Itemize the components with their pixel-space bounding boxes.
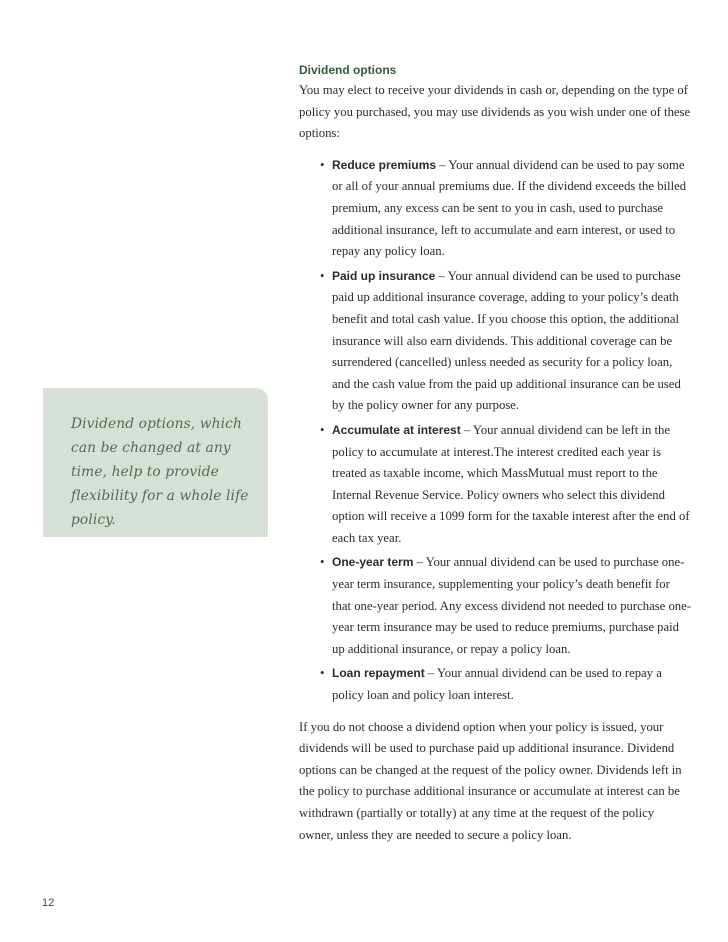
bullet-icon: • xyxy=(320,422,325,437)
option-term: Accumulate at interest xyxy=(332,422,461,437)
dividend-options-list xyxy=(299,155,691,707)
list-item xyxy=(299,420,691,550)
option-term: Reduce premiums xyxy=(332,157,437,172)
option-description: – Your annual dividend can be used to pay some or all of your annual premiums due. If the dividend exceeds the billed premium, any excess can be sent to you in cash, used to purchase additional insurance, left to accumulate and earn interest, or used to repay any policy loan. xyxy=(332,157,687,259)
main-content xyxy=(299,62,691,846)
closing-paragraph: If you do not choose a dividend option when your policy is issued, your dividends will be used to purchase paid up additional insurance. Dividend options can be changed at the request of the policy owner. Dividends left in the policy to purchase additional insurance or accumulate at interest can be withdrawn (partially or totally) at any time at the request of the policy owner, unless they are needed to secure a policy loan. xyxy=(299,719,682,842)
list-item xyxy=(299,552,691,660)
option-term: Paid up insurance xyxy=(332,268,436,283)
page-number: 12 xyxy=(42,897,55,909)
option-term: One-year term xyxy=(332,555,414,570)
option-description: – Your annual dividend can be left in the policy to accumulate at interest.The interest credited each year is treated as taxable income, which MassMutual must report to the Internal Revenue Service. Policy owners who select this dividend option will receive a 1099 form for the taxable interest after the end of each tax year. xyxy=(332,422,690,545)
section-heading: Dividend options xyxy=(299,63,397,77)
pull-quote-box xyxy=(43,388,268,537)
bullet-icon: • xyxy=(320,666,325,681)
bullet-icon: • xyxy=(320,268,325,283)
option-term: Loan repayment xyxy=(332,666,425,681)
list-item xyxy=(299,155,691,263)
bullet-icon: • xyxy=(320,157,325,172)
list-item xyxy=(299,663,691,706)
intro-paragraph: You may elect to receive your dividends in cash or, depending on the type of policy you purchased, you may use dividends as you wish under one of these options: xyxy=(299,83,691,141)
bullet-icon: • xyxy=(320,555,325,570)
option-description: – Your annual dividend can be used to repay a policy loan and policy loan interest. xyxy=(332,666,662,703)
option-description: – Your annual dividend can be used to purchase one-year term insurance, supplementing your policy’s death benefit for that one-year period. Any excess dividend not needed to purchase one-year term insurance may be used to reduce premiums, purchase paid up additional insurance, or repay a policy loan. xyxy=(332,555,692,656)
pull-quote-text: Dividend options, which can be changed at any time, help to provide flexibility for a whole life policy. xyxy=(71,416,249,528)
option-description: – Your annual dividend can be used to purchase paid up additional insurance coverage, adding to your policy’s death benefit and total cash value. If you choose this option, the additional insurance will also earn dividends. This additional coverage can be surrendered (cancelled) unless needed as security for a policy loan, and the cash value from the paid up additional insurance can be used by the policy owner for any purpose. xyxy=(332,268,681,413)
list-item xyxy=(299,266,691,417)
